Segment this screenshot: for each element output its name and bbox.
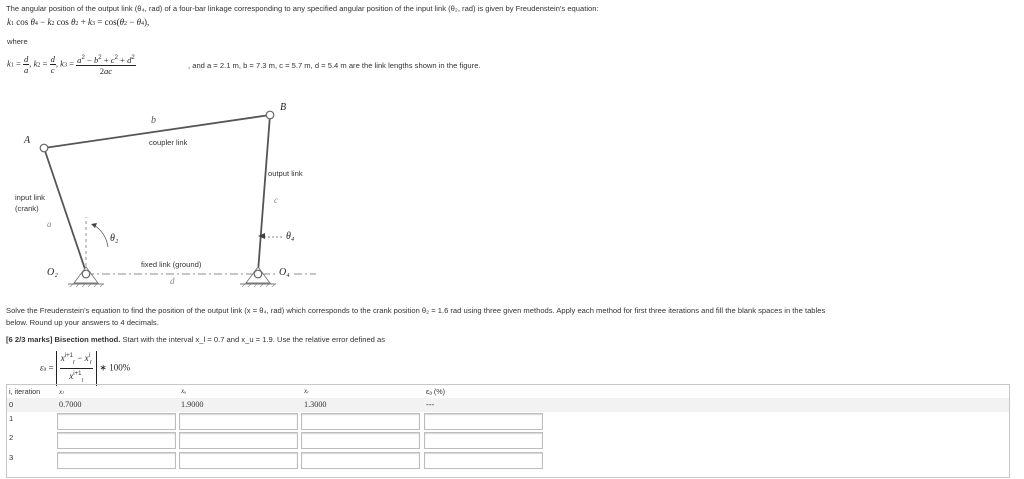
row-index: 3 bbox=[9, 453, 14, 462]
theta4-label: θ₄ bbox=[286, 231, 295, 242]
k-definitions: k1 = $\frac{d}{a}$ , k2 = $\frac{d}{c}$ , k3 = $\frac{a^2 - b^2 + c^2 + d^2}{2ac}$ bbox=[7, 53, 135, 76]
joint-B bbox=[266, 111, 274, 119]
bisection-interval-text: Start with the interval x_l = 0.7 and x_u = 1.9. Use the relative error defined as bbox=[120, 335, 386, 344]
four-bar-linkage-figure bbox=[10, 97, 318, 287]
header-iteration: i, iteration bbox=[9, 387, 41, 396]
output-link-line bbox=[258, 115, 270, 272]
coupler-link-label: coupler link bbox=[149, 138, 188, 147]
label-c: c bbox=[274, 195, 278, 205]
intro-text: The angular position of the output link (θ₄, rad) of a four-bar linkage corresponding to any specified angular position of the input link (θ₂, rad) is given by Freudenstein's equation: bbox=[6, 4, 599, 13]
label-b: b bbox=[151, 115, 156, 126]
bisection-heading bbox=[6, 335, 385, 344]
theta2-label: θ₂ bbox=[110, 233, 119, 244]
joint-A bbox=[40, 144, 48, 152]
input-xl-row1[interactable] bbox=[57, 413, 176, 430]
input-ea-row3[interactable] bbox=[424, 452, 543, 469]
output-link-label: output link bbox=[268, 169, 303, 178]
input-xu-row3[interactable] bbox=[179, 452, 298, 469]
input-ea-row1[interactable] bbox=[424, 413, 543, 430]
row-index: 1 bbox=[9, 414, 14, 423]
row-index: 0 bbox=[9, 400, 14, 409]
relative-error-formula: εa = $\frac{x^{i+1}_r - x^i_r}{x^{i+1}_r}$ ∗ 100% bbox=[40, 353, 131, 384]
ground-pivot-O4 bbox=[240, 267, 276, 287]
O2-label: O₂ bbox=[47, 267, 58, 278]
label-d: d bbox=[170, 276, 175, 286]
header-xl: xₗ bbox=[59, 388, 64, 396]
input-xu-row1[interactable] bbox=[179, 413, 298, 430]
input-link-label: input link bbox=[15, 193, 45, 202]
label-A: A bbox=[24, 135, 31, 146]
cell-xl: 0.7000 bbox=[59, 400, 82, 409]
cell-xu: 1.9000 bbox=[181, 400, 204, 409]
header-xu: xᵤ bbox=[181, 387, 187, 395]
cell-ea: --- bbox=[426, 400, 435, 409]
input-xr-row1[interactable] bbox=[301, 413, 420, 430]
label-a: a bbox=[47, 219, 52, 229]
input-xr-row3[interactable] bbox=[301, 452, 420, 469]
link-lengths-text: , and a = 2.1 m, b = 7.3 m, c = 5.7 m, d = 5.4 m are the link lengths shown in the figure. bbox=[188, 61, 481, 70]
ground-pivot-O2 bbox=[68, 267, 104, 287]
header-ea: εₐ (%) bbox=[426, 387, 446, 396]
freudenstein-equation: k1 cos θ4 − k2 cos θ2 + k3 = cos(θ2 − θ4), bbox=[7, 17, 150, 27]
crank-label: (crank) bbox=[15, 204, 39, 213]
bisection-table bbox=[6, 384, 1010, 478]
header-xr: xᵣ bbox=[304, 387, 309, 395]
label-B: B bbox=[280, 102, 287, 113]
input-xu-row2[interactable] bbox=[179, 432, 298, 449]
row-index: 2 bbox=[9, 433, 14, 442]
table-row bbox=[7, 398, 1009, 412]
percent-factor: ∗ 100% bbox=[99, 362, 131, 373]
where-label: where bbox=[7, 37, 28, 46]
input-ea-row2[interactable] bbox=[424, 432, 543, 449]
linkage-diagram bbox=[10, 97, 318, 287]
O4-label: O₄ bbox=[279, 267, 290, 278]
solve-instructions-2: below. Round up your answers to 4 decimals. bbox=[6, 318, 159, 327]
cell-xr: 1.3000 bbox=[304, 400, 327, 409]
solve-instructions: Solve the Freudenstein's equation to find the position of the output link (x = θ₄, rad) which corresponds to the crank position θ₂ = 1.6 rad using three given methods. Apply each method for first three iterations and fill the blank spaces in the tables bbox=[6, 306, 826, 315]
input-xl-row2[interactable] bbox=[57, 432, 176, 449]
input-xl-row3[interactable] bbox=[57, 452, 176, 469]
input-link-line bbox=[44, 148, 86, 272]
marks-label: [6 2/3 marks] Bisection method. bbox=[6, 335, 121, 344]
input-xr-row2[interactable] bbox=[301, 432, 420, 449]
fixed-link-label: fixed link (ground) bbox=[141, 260, 202, 269]
